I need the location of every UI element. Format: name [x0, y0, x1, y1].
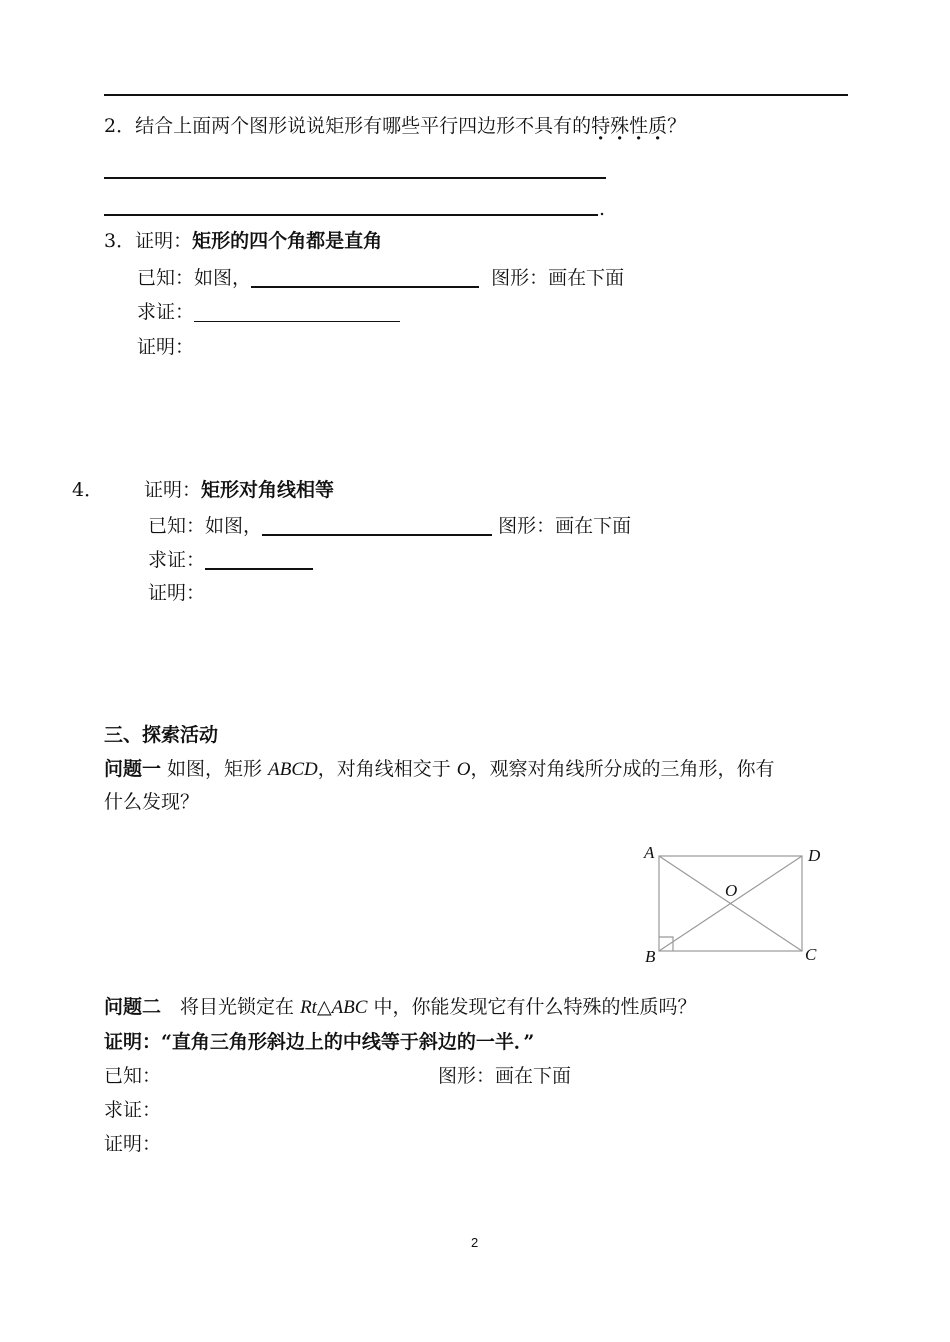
- q2-emph-4: 质: [648, 115, 668, 137]
- q4-prove-line: [148, 549, 313, 570]
- problem2-line: [104, 998, 697, 1017]
- q3-title-line: [104, 232, 382, 251]
- problem2-rt: Rt: [300, 997, 317, 1018]
- q2-emph-2: 殊: [610, 115, 630, 137]
- q4-given-blank[interactable]: [262, 515, 492, 536]
- s3-prove-label: 求证：: [104, 1099, 162, 1121]
- q3-proof-label: 证明：: [137, 336, 195, 358]
- q2-emph-1: 特: [591, 115, 611, 137]
- section3-heading: 三、探索活动: [104, 724, 219, 746]
- label-d: D: [808, 846, 821, 865]
- q2-answer-line-2[interactable]: [104, 214, 598, 216]
- problem1-text-c: ，观察对角线所分成的三角形，你有: [470, 758, 775, 780]
- problem2-text-b: 中，你能发现它有什么特殊的性质吗？: [367, 996, 697, 1018]
- q4-prove-label: 求证：: [148, 549, 206, 571]
- q3-given-label: 已知：如图，: [137, 267, 252, 289]
- s3-proof-label: 证明：: [104, 1133, 162, 1155]
- q4-prove-blank[interactable]: [205, 549, 313, 570]
- q4-prefix: 证明：: [144, 479, 202, 501]
- problem1-label: 问题一: [104, 758, 162, 780]
- q4-title-line: [144, 481, 334, 500]
- problem1-rect-name: ABCD: [268, 759, 318, 780]
- s3-figure-note: 图形：画在下面: [438, 1065, 572, 1087]
- label-b: B: [645, 947, 656, 966]
- problem2-triangle-symbol: △: [316, 996, 332, 1018]
- q2-number: 2．: [104, 115, 136, 137]
- q4-given-label: 已知：如图，: [148, 515, 263, 537]
- q2-line: [104, 117, 686, 136]
- q3-prefix: 证明：: [135, 230, 193, 252]
- q3-given-line: [137, 267, 624, 288]
- label-c: C: [805, 945, 817, 964]
- label-o: O: [725, 881, 738, 900]
- q2-question-mark: ？: [667, 115, 687, 137]
- problem1-line1: [104, 760, 775, 779]
- q4-title: 矩形对角线相等: [201, 479, 335, 501]
- q3-number: 3．: [104, 230, 136, 252]
- q4-given-line: [148, 515, 631, 536]
- rectangle-figure: [640, 840, 830, 970]
- q2-emph-3: 性: [629, 115, 649, 137]
- q4-figure-note: 图形：画在下面: [498, 515, 632, 537]
- q2-answer-line-1[interactable]: [104, 177, 606, 179]
- problem1-line2: 什么发现？: [104, 791, 200, 813]
- q4-proof-label: 证明：: [148, 582, 206, 604]
- problem1-text-b: ，对角线相交于: [317, 758, 457, 780]
- q3-given-blank[interactable]: [251, 267, 479, 288]
- page-number: 2: [471, 1235, 479, 1250]
- q3-prove-label: 求证：: [137, 301, 195, 323]
- problem1-text-a: 如图，矩形: [161, 758, 269, 780]
- q2-text: 结合上面两个图形说说矩形有哪些平行四边形不具有的: [135, 115, 592, 137]
- problem2-label: 问题二: [104, 996, 162, 1018]
- s3-given-label: 已知：: [104, 1065, 162, 1087]
- top-rule: [104, 94, 848, 96]
- problem2-abc: ABC: [331, 997, 368, 1018]
- q2-answer-period: .: [599, 198, 606, 220]
- q3-prove-blank[interactable]: [194, 302, 400, 322]
- theorem-statement: 证明：“直角三角形斜边上的中线等于斜边的一半．”: [104, 1031, 535, 1053]
- label-a: A: [644, 843, 655, 862]
- q3-title: 矩形的四个角都是直角: [192, 230, 383, 252]
- q3-prove-line: [137, 302, 400, 322]
- problem2-text-a: 将目光锁定在: [161, 996, 301, 1018]
- q3-figure-note: 图形：画在下面: [491, 267, 625, 289]
- q4-number: 4．: [72, 479, 104, 501]
- problem1-point-name: O: [456, 759, 471, 780]
